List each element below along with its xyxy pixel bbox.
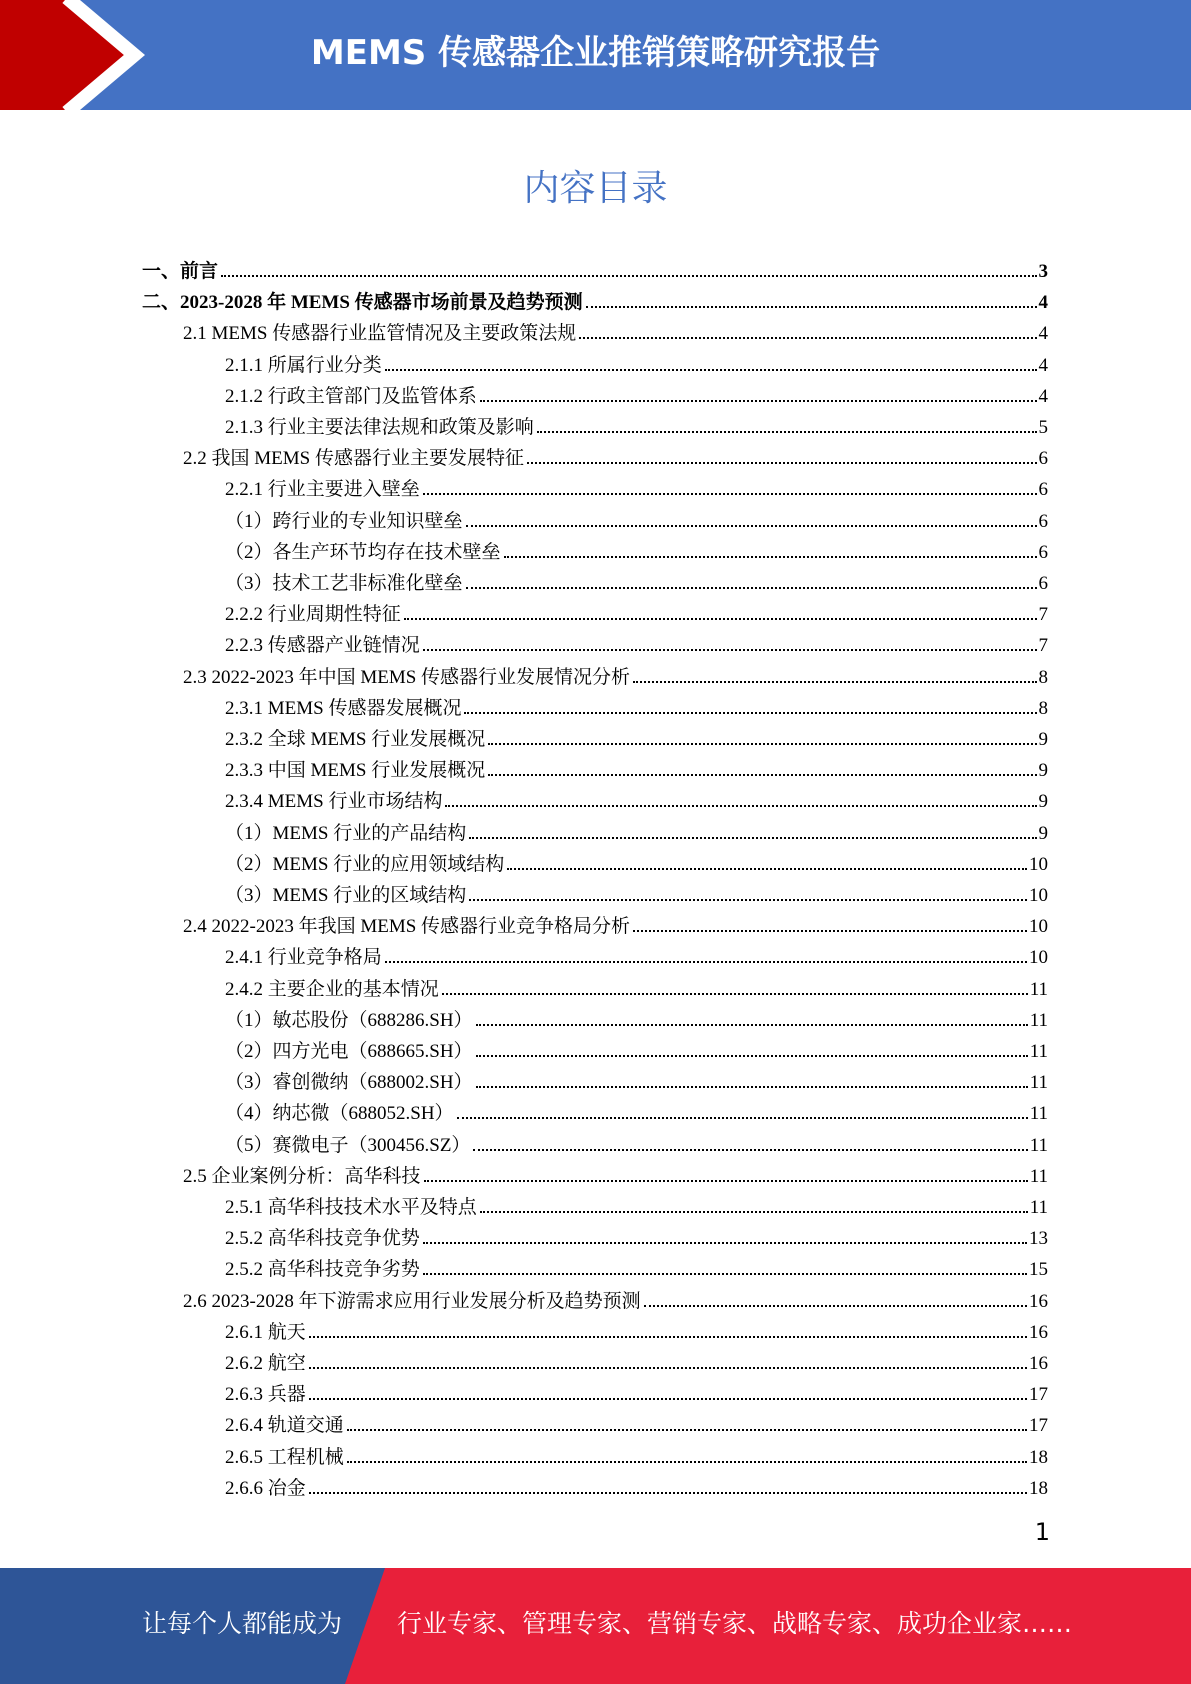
toc-entry-page: 11 [1029, 1197, 1048, 1218]
toc-entry-text: （3）MEMS 行业的区域结构 [225, 885, 467, 906]
toc-dot-leader [423, 493, 1037, 495]
toc-dot-leader [586, 306, 1037, 308]
toc-entry[interactable] [225, 1313, 1048, 1344]
toc-entry-text: 2.1.3 行业主要法律法规和政策及影响 [225, 417, 534, 438]
footer-slogan-right: 行业专家、管理专家、营销专家、战略专家、成功企业家…… [397, 1609, 1073, 1638]
toc-entry-page: 11 [1029, 1010, 1048, 1031]
toc-entry[interactable] [225, 1375, 1048, 1406]
toc-entry-text: 2.4.2 主要企业的基本情况 [225, 979, 439, 1000]
toc-entry-text: 2.1.1 所属行业分类 [225, 355, 382, 376]
toc-entry-text: 2.6.3 兵器 [225, 1384, 306, 1405]
toc-entry[interactable] [225, 876, 1048, 907]
toc-entry-text: 二、2023-2028 年 MEMS 传感器市场前景及趋势预测 [142, 292, 583, 313]
toc-entry-page: 18 [1029, 1447, 1048, 1468]
toc-entry-text: 2.1.2 行政主管部门及监管体系 [225, 386, 477, 407]
toc-dot-leader [423, 1273, 1027, 1275]
toc-entry[interactable] [225, 595, 1048, 626]
toc-dot-leader [480, 1211, 1028, 1213]
toc-entry-text: 2.1 MEMS 传感器行业监管情况及主要政策法规 [183, 323, 577, 344]
toc-entry[interactable] [225, 564, 1048, 595]
toc-entry[interactable] [142, 252, 1048, 283]
toc-entry-page: 7 [1038, 604, 1048, 625]
toc-entry[interactable] [225, 502, 1048, 533]
toc-dot-leader [423, 649, 1037, 651]
toc-entry-text: （2）四方光电（688665.SH） [225, 1041, 473, 1062]
toc-entry-text: 2.5.2 高华科技竞争优势 [225, 1228, 420, 1249]
toc-dot-leader [488, 774, 1036, 776]
toc-entry-page: 4 [1038, 386, 1048, 407]
toc-entry[interactable] [225, 470, 1048, 501]
toc-entry-page: 10 [1029, 854, 1048, 875]
toc-dot-leader [469, 899, 1027, 901]
toc-dot-leader [464, 712, 1036, 714]
toc-entry-page: 15 [1029, 1259, 1048, 1280]
toc-entry-page: 11 [1029, 979, 1048, 1000]
toc-entry-text: （2）各生产环节均存在技术壁垒 [225, 542, 501, 563]
toc-entry-page: 10 [1029, 947, 1048, 968]
toc-entry-text: （1）敏芯股份（688286.SH） [225, 1010, 473, 1031]
toc-entry-page: 11 [1029, 1072, 1048, 1093]
toc-entry-page: 16 [1029, 1322, 1048, 1343]
toc-title: 内容目录 [523, 168, 668, 209]
header-bar [0, 0, 1191, 110]
toc-entry-text: 2.2.1 行业主要进入壁垒 [225, 479, 420, 500]
toc-dot-leader [476, 1055, 1028, 1057]
toc-entry-page: 8 [1038, 667, 1048, 688]
toc-dot-leader [385, 961, 1027, 963]
toc-dot-leader [473, 1149, 1027, 1151]
toc-entry-page: 5 [1038, 417, 1048, 438]
toc-entry[interactable] [183, 1282, 1048, 1313]
toc-entry[interactable] [225, 751, 1048, 782]
toc-dot-leader [527, 462, 1037, 464]
toc-dot-leader [644, 1305, 1027, 1307]
toc-dot-leader [476, 1024, 1028, 1026]
toc-entry-page: 4 [1038, 292, 1048, 313]
toc-entry-page: 11 [1029, 1103, 1048, 1124]
toc-entry-text: 2.3.2 全球 MEMS 行业发展概况 [225, 729, 486, 750]
toc-entry-text: （1）MEMS 行业的产品结构 [225, 823, 467, 844]
toc-entry-text: 2.6.1 航天 [225, 1322, 306, 1343]
toc-dot-leader [488, 743, 1036, 745]
toc-entry-page: 6 [1038, 479, 1048, 500]
toc-entry-page: 13 [1029, 1228, 1048, 1249]
toc-entry-page: 11 [1029, 1166, 1048, 1187]
toc-entry-text: 2.6.5 工程机械 [225, 1447, 344, 1468]
toc-entry-text: 2.5 企业案例分析：高华科技 [183, 1166, 421, 1187]
toc-entry[interactable] [183, 658, 1048, 689]
toc-entry-page: 6 [1038, 573, 1048, 594]
toc-entry-page: 17 [1029, 1384, 1048, 1405]
toc-entry-page: 10 [1029, 916, 1048, 937]
toc-entry-page: 11 [1029, 1041, 1048, 1062]
toc-entry-text: 2.6 2023-2028 年下游需求应用行业发展分析及趋势预测 [183, 1291, 641, 1312]
toc-entry-page: 9 [1038, 823, 1048, 844]
toc-entry[interactable] [225, 346, 1048, 377]
page-number: 1 [1034, 1518, 1050, 1546]
toc-entry-page: 16 [1029, 1353, 1048, 1374]
toc-entry[interactable] [225, 1032, 1048, 1063]
toc-entry-text: （3）睿创微纳（688002.SH） [225, 1072, 473, 1093]
toc-dot-leader [480, 400, 1037, 402]
toc-entry-text: 2.2 我国 MEMS 传感器行业主要发展特征 [183, 448, 524, 469]
toc-entry-page: 6 [1038, 448, 1048, 469]
toc-entry[interactable] [183, 314, 1048, 345]
toc-entry-page: 6 [1038, 542, 1048, 563]
toc-dot-leader [633, 681, 1036, 683]
toc-entry[interactable] [183, 1157, 1048, 1188]
toc-entry[interactable] [225, 1094, 1048, 1125]
toc-entry[interactable] [225, 970, 1048, 1001]
toc-entry-page: 3 [1038, 261, 1048, 282]
toc-entry[interactable] [225, 1126, 1048, 1157]
toc-dot-leader [221, 275, 1036, 277]
toc-entry-text: 2.2.3 传感器产业链情况 [225, 635, 420, 656]
toc-dot-leader [633, 930, 1027, 932]
toc-entry-text: 2.3 2022-2023 年中国 MEMS 传感器行业发展情况分析 [183, 667, 631, 688]
toc-entry[interactable] [225, 533, 1048, 564]
toc-entry-page: 9 [1038, 791, 1048, 812]
toc-dot-leader [507, 868, 1027, 870]
toc-entry[interactable] [225, 689, 1048, 720]
toc-entry-text: 2.3.1 MEMS 传感器发展概况 [225, 698, 462, 719]
toc-entry-page: 9 [1038, 729, 1048, 750]
toc-entry-page: 7 [1038, 635, 1048, 656]
toc-entry[interactable] [225, 1188, 1048, 1219]
toc-entry[interactable] [225, 720, 1048, 751]
toc-entry-text: 2.4.1 行业竞争格局 [225, 947, 382, 968]
toc-entry-text: 2.3.3 中国 MEMS 行业发展概况 [225, 760, 486, 781]
toc-dot-leader [309, 1492, 1027, 1494]
toc-entry-text: 2.6.2 航空 [225, 1353, 306, 1374]
toc-entry-page: 4 [1038, 355, 1048, 376]
toc-entry-text: （1）跨行业的专业知识壁垒 [225, 511, 463, 532]
toc-dot-leader [504, 556, 1037, 558]
toc-entry-text: 2.5.1 高华科技技术水平及特点 [225, 1197, 477, 1218]
toc-dot-leader [424, 1180, 1028, 1182]
toc-entry[interactable] [225, 1219, 1048, 1250]
toc-entry-page: 17 [1029, 1415, 1048, 1436]
toc-dot-leader [442, 993, 1028, 995]
toc-entry-text: 2.3.4 MEMS 行业市场结构 [225, 791, 443, 812]
toc-entry[interactable] [225, 626, 1048, 657]
toc-entry[interactable] [225, 814, 1048, 845]
toc-entry-page: 11 [1029, 1135, 1048, 1156]
toc-entry[interactable] [225, 1063, 1048, 1094]
toc-dot-leader [309, 1398, 1027, 1400]
toc-entry[interactable] [225, 938, 1048, 969]
toc-entry-text: 一、前言 [142, 261, 219, 282]
toc-entry[interactable] [183, 907, 1048, 938]
toc-dot-leader [579, 337, 1036, 339]
toc-dot-leader [423, 1242, 1027, 1244]
toc-entry-page: 9 [1038, 760, 1048, 781]
toc-entry-text: 2.6.4 轨道交通 [225, 1415, 344, 1436]
toc-entry-text: （3）技术工艺非标准化壁垒 [225, 573, 463, 594]
toc-entry-page: 18 [1029, 1478, 1048, 1499]
toc-entry-text: 2.5.2 高华科技竞争劣势 [225, 1259, 420, 1280]
toc-entry[interactable] [225, 1250, 1048, 1281]
toc-entry[interactable] [225, 377, 1048, 408]
toc-dot-leader [469, 837, 1036, 839]
toc-entry[interactable] [225, 1469, 1048, 1500]
toc-dot-leader [457, 1117, 1028, 1119]
toc-dot-leader [445, 805, 1036, 807]
toc-entry-page: 4 [1038, 323, 1048, 344]
toc-entry[interactable] [225, 1001, 1048, 1032]
footer-slogan-left: 让每个人都能成为 [142, 1609, 343, 1638]
toc-entry[interactable] [225, 782, 1048, 813]
toc-entry[interactable] [225, 1406, 1048, 1437]
toc-dot-leader [537, 431, 1037, 433]
toc-entry-text: 2.6.6 冶金 [225, 1478, 306, 1499]
toc-entry-text: 2.4 2022-2023 年我国 MEMS 传感器行业竞争格局分析 [183, 916, 631, 937]
toc-entry-page: 6 [1038, 511, 1048, 532]
toc-entry-text: （2）MEMS 行业的应用领域结构 [225, 854, 505, 875]
toc-entry-page: 8 [1038, 698, 1048, 719]
toc-dot-leader [404, 618, 1037, 620]
toc-dot-leader [385, 369, 1037, 371]
toc-entry-text: （4）纳芯微（688052.SH） [225, 1103, 454, 1124]
toc-entry[interactable] [225, 1344, 1048, 1375]
toc-entry[interactable] [142, 283, 1048, 314]
toc-entry-text: 2.2.2 行业周期性特征 [225, 604, 401, 625]
toc-dot-leader [309, 1336, 1027, 1338]
toc-entry[interactable] [225, 845, 1048, 876]
footer-banner [0, 1568, 1191, 1684]
toc-entry[interactable] [225, 1438, 1048, 1469]
toc-entry[interactable] [183, 439, 1048, 470]
toc-dot-leader [347, 1461, 1027, 1463]
toc-entry-page: 16 [1029, 1291, 1048, 1312]
toc-entry-page: 10 [1029, 885, 1048, 906]
toc-entry[interactable] [225, 408, 1048, 439]
toc-dot-leader [476, 1086, 1028, 1088]
toc-entry-text: （5）赛微电子（300456.SZ） [225, 1135, 471, 1156]
header-title: MEMS 传感器企业推销策略研究报告 [310, 33, 881, 73]
toc-dot-leader [466, 525, 1037, 527]
toc-dot-leader [347, 1429, 1027, 1431]
toc-dot-leader [466, 587, 1037, 589]
toc-dot-leader [309, 1367, 1027, 1369]
